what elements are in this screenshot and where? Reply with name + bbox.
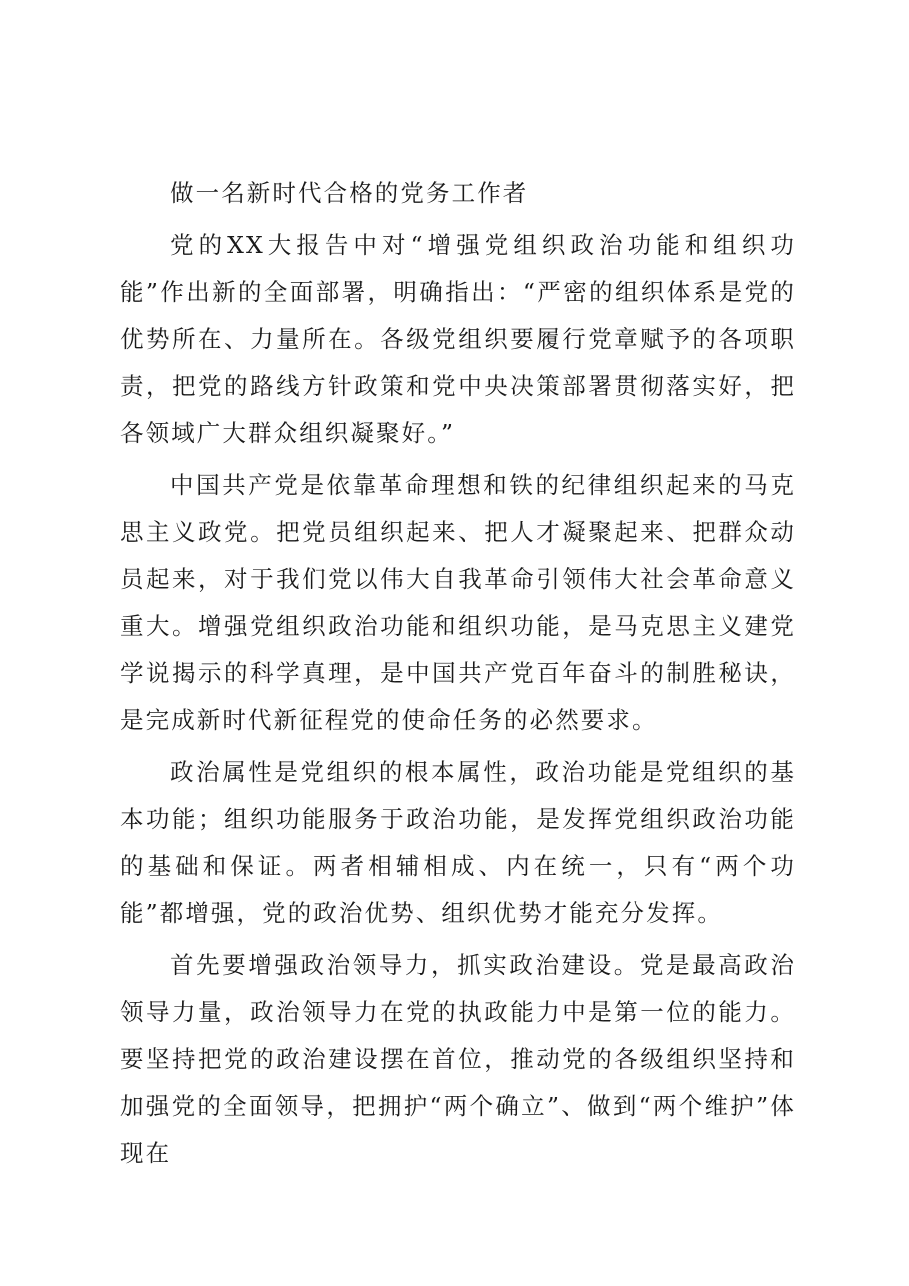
paragraph-3: 政治属性是党组织的根本属性，政治功能是党组织的基本功能；组织功能服务于政治功能，是发挥党组织政治功能的基础和保证。两者相辅相成、内在统一，只有“两个功能”都增强，党的政治优势、组织优势才能充分发挥。 [120,758,796,927]
paragraph-1: 党的XX大报告中对“增强党组织政治功能和组织功能”作出新的全面部署，明确指出：“严密的组织体系是党的优势所在、力量所在。各级党组织要履行党章赋予的各项职责，把党的路线方针政策和党中央决策部署贯彻落实好，把各领域广大群众组织凝聚好。” [120,231,796,447]
document-title: 做一名新时代合格的党务工作者 [170,179,529,207]
paragraph-2: 中国共产党是依靠革命理想和铁的纪律组织起来的马克思主义政党。把党员组织起来、把人才凝聚起来、把群众动员起来，对于我们党以伟大自我革命引领伟大社会革命意义重大。增强党组织政治功能和组织功能，是马克思主义建党学说揭示的科学真理，是中国共产党百年奋斗的制胜秘诀，是完成新时代新征程党的使命任务的必然要求。 [120,471,796,734]
document-body [120,170,796,1182]
paragraph-4: 首先要增强政治领导力，抓实政治建设。党是最高政治领导力量，政治领导力在党的执政能力中是第一位的能力。要坚持把党的政治建设摆在首位，推动党的各级组织坚持和加强党的全面领导，把拥护“两个确立”、做到“两个维护”体现在 [120,951,796,1167]
